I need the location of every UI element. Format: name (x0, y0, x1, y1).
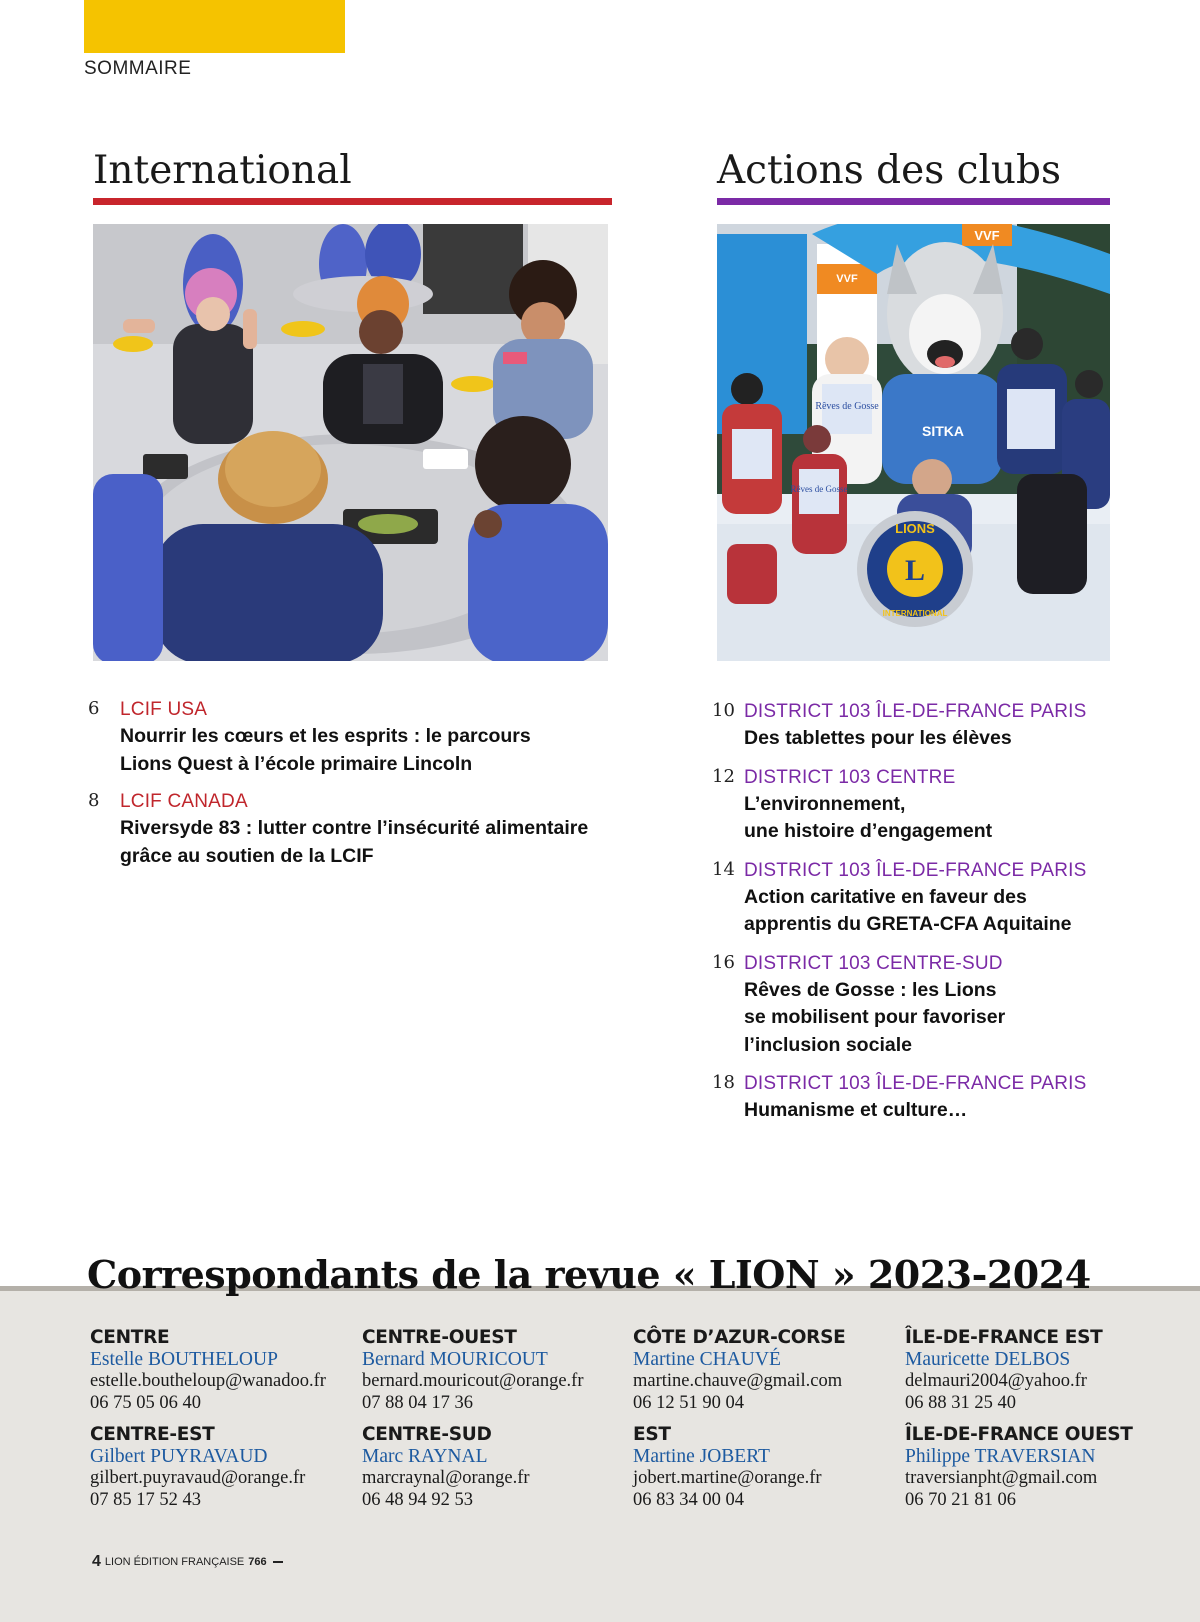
footer-dash (273, 1561, 283, 1563)
correspondent-email[interactable]: gilbert.puyravaud@orange.fr (90, 1468, 306, 1488)
page-number: 4 (92, 1553, 101, 1570)
toc-category: LCIF USA (120, 699, 208, 720)
correspondent-phone: 06 12 51 90 04 (633, 1392, 744, 1413)
clubs-heading: Actions des clubs (717, 148, 1062, 193)
correspondent-region: ÎLE-DE-FRANCE OUEST (905, 1424, 1133, 1445)
correspondent-block (633, 1327, 893, 1414)
toc-page-number: 10 (712, 700, 735, 721)
lions-emblem-bottom: INTERNATIONAL (882, 609, 948, 618)
lions-emblem-top: LIONS (895, 521, 935, 536)
toc-title-line: Riversyde 83 : lutter contre l’insécurité alimentaire (120, 817, 589, 839)
correspondent-block (362, 1327, 622, 1414)
correspondent-phone: 07 85 17 52 43 (90, 1489, 201, 1510)
correspondent-phone: 06 83 34 00 04 (633, 1489, 744, 1510)
correspondent-name: Bernard MOURICOUT (362, 1349, 548, 1370)
correspondent-region: CENTRE (90, 1327, 170, 1348)
correspondent-email[interactable]: martine.chauve@gmail.com (633, 1371, 843, 1391)
clubs-photo (717, 224, 1110, 661)
correspondent-name: Philippe TRAVERSIAN (905, 1446, 1096, 1467)
toc-entry[interactable] (88, 789, 648, 870)
toc-entry[interactable] (712, 858, 1132, 939)
correspondent-block (905, 1424, 1165, 1511)
toc-title-line: Humanisme et culture… (744, 1099, 968, 1121)
clubs-rule (717, 198, 1110, 205)
banner-text: VVF (974, 228, 1000, 243)
header-color-tab (84, 0, 345, 53)
correspondent-email[interactable]: traversianpht@gmail.com (905, 1468, 1098, 1488)
correspondent-region: ÎLE-DE-FRANCE EST (905, 1327, 1103, 1348)
correspondent-block (90, 1327, 350, 1414)
issue-number: 766 (248, 1556, 267, 1568)
toc-category: DISTRICT 103 ÎLE-DE-FRANCE PARIS (744, 701, 1087, 722)
toc-page-number: 8 (88, 790, 100, 811)
correspondent-region: CENTRE-OUEST (362, 1327, 517, 1348)
toc-page-number: 6 (88, 698, 100, 719)
correspondent-phone: 06 70 21 81 06 (905, 1489, 1016, 1510)
clubs-contents (712, 699, 1132, 1137)
toc-title-line: une histoire d’engagement (744, 820, 993, 842)
correspondent-name: Martine JOBERT (633, 1446, 770, 1467)
correspondent-phone: 07 88 04 17 36 (362, 1392, 473, 1413)
toc-title-line: Rêves de Gosse : les Lions (744, 978, 997, 1001)
correspondent-name: Gilbert PUYRAVAUD (90, 1446, 268, 1467)
toc-title-line: Lions Quest à l’école primaire Lincoln (120, 752, 473, 775)
banner-text: VVF (836, 273, 858, 285)
toc-category: DISTRICT 103 ÎLE-DE-FRANCE PARIS (744, 1073, 1087, 1094)
correspondent-name: Estelle BOUTHELOUP (90, 1349, 278, 1370)
toc-page-number: 14 (712, 858, 735, 880)
toc-entry[interactable] (712, 951, 1132, 1060)
toc-category: DISTRICT 103 ÎLE-DE-FRANCE PARIS (744, 859, 1087, 881)
toc-title-line: Des tablettes pour les élèves (744, 727, 1012, 749)
lions-emblem-letter: L (904, 554, 926, 587)
correspondent-block (90, 1424, 350, 1511)
correspondent-name: Martine CHAUVÉ (633, 1349, 781, 1370)
correspondent-email[interactable]: estelle.boutheloup@wanadoo.fr (90, 1371, 326, 1391)
toc-entry[interactable] (88, 697, 648, 778)
publication-name: LION ÉDITION FRANÇAISE (104, 1556, 245, 1568)
toc-title-line: l’inclusion sociale (744, 1033, 912, 1056)
correspondent-phone: 06 75 05 06 40 (90, 1392, 201, 1413)
correspondent-block (362, 1424, 622, 1511)
toc-page-number: 18 (712, 1072, 735, 1093)
correspondents-heading: Correspondants de la revue « LION » 2023-2024 (87, 1252, 1091, 1297)
correspondent-region: CENTRE-SUD (362, 1424, 492, 1445)
international-heading: International (93, 148, 352, 193)
toc-title-line: grâce au soutien de la LCIF (120, 844, 374, 867)
toc-title-line: apprentis du GRETA-CFA Aquitaine (744, 913, 1072, 935)
correspondent-email[interactable]: bernard.mouricout@orange.fr (362, 1371, 584, 1391)
correspondent-block (633, 1424, 893, 1511)
correspondent-region: EST (633, 1424, 671, 1445)
correspondent-email[interactable]: delmauri2004@yahoo.fr (905, 1371, 1087, 1391)
correspondent-phone: 06 88 31 25 40 (905, 1392, 1016, 1413)
toc-title-line: Nourrir les cœurs et les esprits : le parcours (120, 725, 531, 747)
correspondent-email[interactable]: marcraynal@orange.fr (362, 1468, 530, 1488)
international-photo (93, 224, 608, 661)
correspondent-name: Mauricette DELBOS (905, 1349, 1071, 1370)
international-rule (93, 198, 612, 205)
correspondent-phone: 06 48 94 92 53 (362, 1489, 473, 1510)
toc-entry[interactable] (712, 1071, 1132, 1125)
section-label: SOMMAIRE (84, 58, 192, 79)
correspondent-email[interactable]: jobert.martine@orange.fr (633, 1468, 822, 1488)
correspondent-block (905, 1327, 1165, 1414)
toc-category: DISTRICT 103 CENTRE (744, 766, 956, 788)
international-contents (88, 697, 648, 881)
toc-entry[interactable] (712, 699, 1132, 753)
bib-text: Rêves de Gosse (790, 484, 848, 494)
bib-text: Rêves de Gosse (815, 401, 879, 412)
toc-title-line: se mobilisent pour favoriser (744, 1006, 1006, 1028)
toc-page-number: 12 (712, 765, 735, 787)
page-footer (92, 1553, 283, 1571)
toc-title-line: L’environnement, (744, 792, 906, 815)
toc-page-number: 16 (712, 951, 735, 973)
correspondent-region: CÔTE D’AZUR-CORSE (633, 1327, 846, 1348)
toc-category: LCIF CANADA (120, 791, 248, 812)
toc-category: DISTRICT 103 CENTRE-SUD (744, 952, 1003, 974)
correspondent-name: Marc RAYNAL (362, 1446, 488, 1467)
correspondent-region: CENTRE-EST (90, 1424, 215, 1445)
toc-title-line: Action caritative en faveur des (744, 885, 1027, 908)
mascot-shirt-text: SITKA (922, 423, 964, 439)
toc-entry[interactable] (712, 765, 1132, 846)
